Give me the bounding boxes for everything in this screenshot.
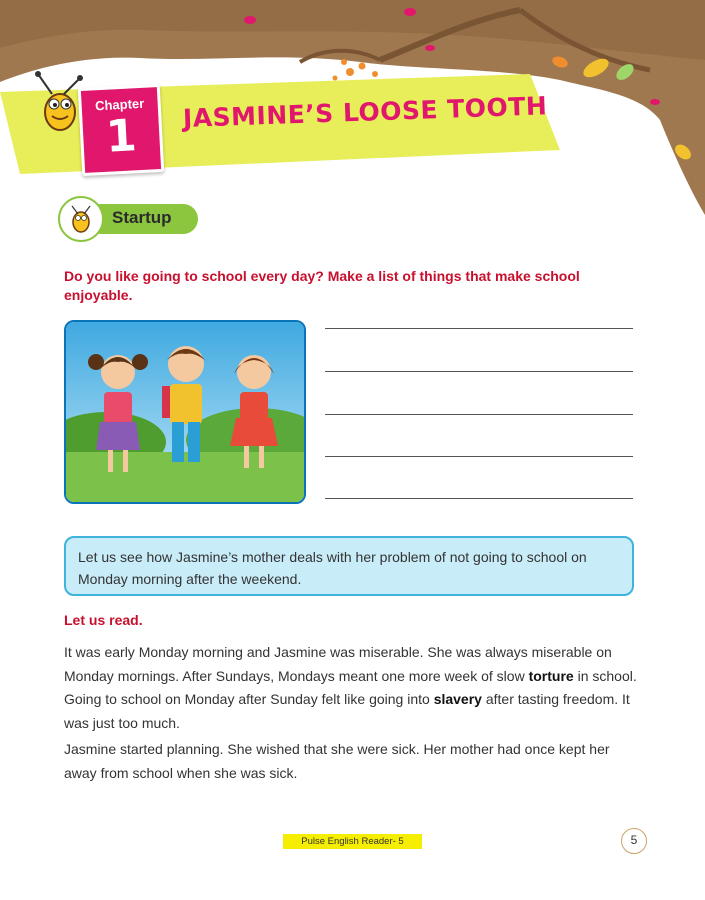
read-heading: Let us read. <box>64 612 143 628</box>
keyword-slavery: slavery <box>433 691 482 707</box>
chapter-title: JASMINE’S LOOSE TOOTH <box>182 91 548 133</box>
answer-line[interactable] <box>325 371 633 372</box>
chapter-badge <box>78 84 164 176</box>
paragraph-1-text: in school. Going to school on Monday after Sunday felt like going into <box>64 667 637 707</box>
children-illustration <box>64 320 306 504</box>
paragraph-1 <box>64 641 639 735</box>
answer-line[interactable] <box>325 414 633 415</box>
startup-section-heading <box>58 196 200 242</box>
startup-question: Do you like going to school every day? Make a list of things that make school enjoyable. <box>64 268 580 303</box>
book-title: Pulse English Reader- 5 <box>283 834 422 849</box>
answer-line[interactable] <box>325 498 633 499</box>
startup-label: Startup <box>112 208 172 227</box>
chapter-label: Chapter <box>94 95 145 114</box>
paragraph-1-text: It was early Monday morning and Jasmine was miserable. She was always miserable on Monday mornings. After Sundays, Mondays meant one more week of slow <box>64 644 612 684</box>
answer-lines <box>325 328 633 500</box>
startup-bee-icon <box>58 196 104 242</box>
answer-line[interactable] <box>325 328 633 329</box>
answer-line[interactable] <box>325 456 633 457</box>
paragraph-1-text: after tasting freedom. It was just too much. <box>64 691 630 731</box>
keyword-torture: torture <box>528 667 574 684</box>
chapter-number: 1 <box>104 110 138 163</box>
page-number: 5 <box>621 828 647 854</box>
intro-box: Let us see how Jasmine’s mother deals with her problem of not going to school on Monday morning after the weekend. <box>64 536 634 596</box>
paragraph-2: Jasmine started planning. She wished that she were sick. Her mother had once kept her away from school when she was sick. <box>64 741 610 781</box>
